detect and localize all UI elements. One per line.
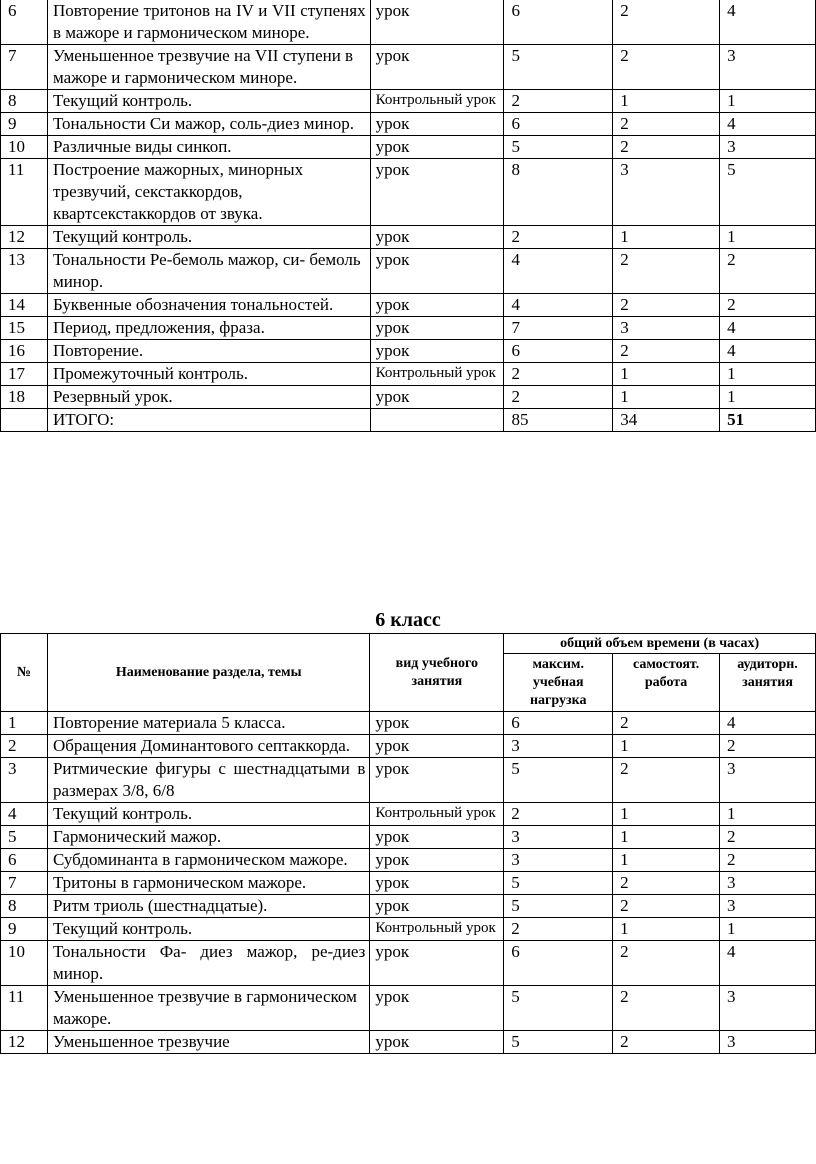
row-number: 12 bbox=[1, 226, 48, 249]
row-topic: Резервный урок. bbox=[47, 386, 370, 409]
row-classroom: 5 bbox=[720, 159, 816, 226]
row-self-study: 2 bbox=[613, 895, 720, 918]
table-row bbox=[1, 317, 816, 340]
row-number: 7 bbox=[1, 45, 48, 90]
row-number: 10 bbox=[1, 136, 48, 159]
table-row bbox=[1, 758, 816, 803]
row-classroom: 3 bbox=[720, 758, 816, 803]
row-self-study: 2 bbox=[613, 113, 720, 136]
row-classroom: 2 bbox=[720, 249, 816, 294]
table-row bbox=[1, 249, 816, 294]
row-classroom: 1 bbox=[720, 363, 816, 386]
row-topic: Тритоны в гармоническом мажоре. bbox=[47, 872, 369, 895]
row-classroom: 3 bbox=[720, 986, 816, 1031]
row-number: 4 bbox=[1, 803, 48, 826]
top-table-body bbox=[1, 0, 816, 432]
row-max-load: 8 bbox=[504, 159, 613, 226]
row-max-load: 3 bbox=[504, 735, 613, 758]
row-topic: Повторение тритонов на IV и VII ступенях в мажоре и гармоническом миноре. bbox=[47, 0, 370, 45]
row-lesson-type: урок bbox=[370, 0, 504, 45]
row-max-load: 6 bbox=[504, 712, 613, 735]
row-lesson-type: урок bbox=[370, 45, 504, 90]
row-topic: Уменьшенное трезвучие в гармоническом мажоре. bbox=[47, 986, 369, 1031]
row-max-load: 5 bbox=[504, 758, 613, 803]
table-row bbox=[1, 712, 816, 735]
row-classroom: 3 bbox=[720, 895, 816, 918]
row-number: 7 bbox=[1, 872, 48, 895]
row-classroom: 1 bbox=[720, 918, 816, 941]
row-lesson-type: урок bbox=[370, 712, 504, 735]
row-topic: Повторение. bbox=[47, 340, 370, 363]
row-lesson-type: Контрольный урок bbox=[370, 90, 504, 113]
row-classroom: 4 bbox=[720, 941, 816, 986]
row-number: 1 bbox=[1, 712, 48, 735]
row-lesson-type: Контрольный урок bbox=[370, 803, 504, 826]
row-number: 6 bbox=[1, 849, 48, 872]
total-row bbox=[1, 409, 816, 432]
table-row bbox=[1, 0, 816, 45]
row-classroom: 1 bbox=[720, 386, 816, 409]
row-topic: Промежуточный контроль. bbox=[47, 363, 370, 386]
row-self-study: 1 bbox=[613, 803, 720, 826]
row-lesson-type: урок bbox=[370, 113, 504, 136]
row-topic: Повторение материала 5 класса. bbox=[47, 712, 369, 735]
row-topic: Различные виды синкоп. bbox=[47, 136, 370, 159]
curriculum-table-grade5-continued bbox=[0, 0, 816, 432]
row-max-load: 3 bbox=[504, 826, 613, 849]
total-classroom: 51 bbox=[720, 409, 816, 432]
bottom-table-body bbox=[1, 712, 816, 1054]
row-max-load: 6 bbox=[504, 113, 613, 136]
header-time-group: общий объем времени (в часах) bbox=[504, 634, 816, 654]
row-self-study: 1 bbox=[613, 386, 720, 409]
row-max-load: 5 bbox=[504, 45, 613, 90]
table-row bbox=[1, 113, 816, 136]
table-row bbox=[1, 872, 816, 895]
row-lesson-type: Контрольный урок bbox=[370, 918, 504, 941]
row-max-load: 2 bbox=[504, 226, 613, 249]
row-classroom: 1 bbox=[720, 803, 816, 826]
row-classroom: 3 bbox=[720, 872, 816, 895]
curriculum-table-grade6 bbox=[0, 633, 816, 1054]
row-self-study: 1 bbox=[613, 90, 720, 113]
table-row bbox=[1, 159, 816, 226]
row-max-load: 7 bbox=[504, 317, 613, 340]
row-topic: Тональности Си мажор, соль-диез минор. bbox=[47, 113, 370, 136]
total-empty-cell bbox=[1, 409, 48, 432]
row-number: 11 bbox=[1, 159, 48, 226]
row-classroom: 1 bbox=[720, 90, 816, 113]
total-empty-cell bbox=[370, 409, 504, 432]
table-row bbox=[1, 90, 816, 113]
row-max-load: 5 bbox=[504, 895, 613, 918]
table-row bbox=[1, 895, 816, 918]
table-row bbox=[1, 226, 816, 249]
header-classroom: аудиторн. занятия bbox=[720, 654, 816, 712]
row-classroom: 4 bbox=[720, 340, 816, 363]
row-topic: Период, предложения, фраза. bbox=[47, 317, 370, 340]
table-row bbox=[1, 1031, 816, 1054]
table-row bbox=[1, 45, 816, 90]
row-lesson-type: урок bbox=[370, 758, 504, 803]
row-self-study: 2 bbox=[613, 872, 720, 895]
row-number: 12 bbox=[1, 1031, 48, 1054]
row-number: 5 bbox=[1, 826, 48, 849]
row-lesson-type: урок bbox=[370, 895, 504, 918]
total-self-study: 34 bbox=[613, 409, 720, 432]
header-self-study: самостоят. работа bbox=[613, 654, 720, 712]
row-topic: Субдоминанта в гармоническом мажоре. bbox=[47, 849, 369, 872]
row-self-study: 1 bbox=[613, 226, 720, 249]
row-self-study: 2 bbox=[613, 294, 720, 317]
row-topic: Уменьшенное трезвучие на VII ступени в мажоре и гармоническом миноре. bbox=[47, 45, 370, 90]
row-max-load: 2 bbox=[504, 803, 613, 826]
row-max-load: 5 bbox=[504, 872, 613, 895]
row-self-study: 2 bbox=[613, 0, 720, 45]
row-number: 11 bbox=[1, 986, 48, 1031]
row-topic: Текущий контроль. bbox=[47, 90, 370, 113]
row-topic: Тональности Ре-бемоль мажор, си- бемоль минор. bbox=[47, 249, 370, 294]
row-lesson-type: урок bbox=[370, 136, 504, 159]
row-self-study: 2 bbox=[613, 45, 720, 90]
row-self-study: 1 bbox=[613, 849, 720, 872]
row-classroom: 4 bbox=[720, 113, 816, 136]
table-row bbox=[1, 941, 816, 986]
row-lesson-type: урок bbox=[370, 849, 504, 872]
row-topic: Текущий контроль. bbox=[47, 226, 370, 249]
row-lesson-type: урок bbox=[370, 872, 504, 895]
row-number: 10 bbox=[1, 941, 48, 986]
table-row bbox=[1, 803, 816, 826]
row-self-study: 2 bbox=[613, 986, 720, 1031]
row-max-load: 2 bbox=[504, 918, 613, 941]
row-lesson-type: урок bbox=[370, 826, 504, 849]
row-classroom: 4 bbox=[720, 0, 816, 45]
row-classroom: 2 bbox=[720, 735, 816, 758]
row-max-load: 5 bbox=[504, 1031, 613, 1054]
row-lesson-type: урок bbox=[370, 986, 504, 1031]
row-lesson-type: урок bbox=[370, 317, 504, 340]
row-classroom: 3 bbox=[720, 1031, 816, 1054]
table-row bbox=[1, 986, 816, 1031]
row-topic: Буквенные обозначения тональностей. bbox=[47, 294, 370, 317]
table-row bbox=[1, 918, 816, 941]
row-max-load: 6 bbox=[504, 0, 613, 45]
row-number: 6 bbox=[1, 0, 48, 45]
row-self-study: 2 bbox=[613, 758, 720, 803]
header-number: № bbox=[1, 634, 48, 712]
row-lesson-type: урок bbox=[370, 1031, 504, 1054]
row-classroom: 4 bbox=[720, 317, 816, 340]
row-number: 18 bbox=[1, 386, 48, 409]
row-topic: Построение мажорных, минорных трезвучий, секстаккордов, квартсекстаккордов от звука. bbox=[47, 159, 370, 226]
row-self-study: 3 bbox=[613, 159, 720, 226]
row-lesson-type: урок bbox=[370, 226, 504, 249]
row-self-study: 1 bbox=[613, 363, 720, 386]
row-classroom: 4 bbox=[720, 712, 816, 735]
row-number: 2 bbox=[1, 735, 48, 758]
row-lesson-type: урок bbox=[370, 294, 504, 317]
row-self-study: 1 bbox=[613, 826, 720, 849]
header-max-load: максим. учебная нагрузка bbox=[504, 654, 613, 712]
row-number: 3 bbox=[1, 758, 48, 803]
row-lesson-type: урок bbox=[370, 941, 504, 986]
row-topic: Обращения Доминантового септаккорда. bbox=[47, 735, 369, 758]
row-self-study: 1 bbox=[613, 918, 720, 941]
row-topic: Текущий контроль. bbox=[47, 803, 369, 826]
row-lesson-type: урок bbox=[370, 735, 504, 758]
row-number: 8 bbox=[1, 90, 48, 113]
row-classroom: 3 bbox=[720, 45, 816, 90]
table-row bbox=[1, 136, 816, 159]
row-max-load: 4 bbox=[504, 294, 613, 317]
row-self-study: 2 bbox=[613, 136, 720, 159]
table-header bbox=[1, 634, 816, 712]
row-classroom: 2 bbox=[720, 849, 816, 872]
row-self-study: 2 bbox=[613, 712, 720, 735]
header-lesson-type: вид учебного занятия bbox=[370, 634, 504, 712]
table-row bbox=[1, 386, 816, 409]
row-topic: Тональности Фа- диез мажор, ре-диез минор. bbox=[47, 941, 369, 986]
row-self-study: 2 bbox=[613, 941, 720, 986]
total-max-load: 85 bbox=[504, 409, 613, 432]
row-lesson-type: урок bbox=[370, 340, 504, 363]
row-topic: Текущий контроль. bbox=[47, 918, 369, 941]
row-number: 17 bbox=[1, 363, 48, 386]
row-classroom: 2 bbox=[720, 294, 816, 317]
total-label: ИТОГО: bbox=[47, 409, 370, 432]
row-self-study: 2 bbox=[613, 340, 720, 363]
row-max-load: 2 bbox=[504, 386, 613, 409]
row-max-load: 2 bbox=[504, 90, 613, 113]
row-max-load: 5 bbox=[504, 986, 613, 1031]
row-self-study: 3 bbox=[613, 317, 720, 340]
table-row bbox=[1, 849, 816, 872]
row-number: 16 bbox=[1, 340, 48, 363]
row-max-load: 4 bbox=[504, 249, 613, 294]
row-self-study: 2 bbox=[613, 1031, 720, 1054]
table-row bbox=[1, 363, 816, 386]
row-number: 14 bbox=[1, 294, 48, 317]
row-number: 9 bbox=[1, 918, 48, 941]
table-row bbox=[1, 340, 816, 363]
row-number: 9 bbox=[1, 113, 48, 136]
row-number: 15 bbox=[1, 317, 48, 340]
row-self-study: 1 bbox=[613, 735, 720, 758]
row-max-load: 6 bbox=[504, 340, 613, 363]
row-lesson-type: Контрольный урок bbox=[370, 363, 504, 386]
row-max-load: 2 bbox=[504, 363, 613, 386]
row-lesson-type: урок bbox=[370, 159, 504, 226]
row-classroom: 2 bbox=[720, 826, 816, 849]
row-self-study: 2 bbox=[613, 249, 720, 294]
row-max-load: 3 bbox=[504, 849, 613, 872]
table-row bbox=[1, 826, 816, 849]
row-topic: Уменьшенное трезвучие bbox=[47, 1031, 369, 1054]
row-lesson-type: урок bbox=[370, 249, 504, 294]
row-max-load: 6 bbox=[504, 941, 613, 986]
row-classroom: 3 bbox=[720, 136, 816, 159]
table-row bbox=[1, 294, 816, 317]
row-number: 8 bbox=[1, 895, 48, 918]
row-max-load: 5 bbox=[504, 136, 613, 159]
row-classroom: 1 bbox=[720, 226, 816, 249]
header-topic: Наименование раздела, темы bbox=[47, 634, 369, 712]
row-topic: Гармонический мажор. bbox=[47, 826, 369, 849]
row-topic: Ритм триоль (шестнадцатые). bbox=[47, 895, 369, 918]
table-row bbox=[1, 735, 816, 758]
section-title: 6 класс bbox=[375, 609, 441, 631]
row-lesson-type: урок bbox=[370, 386, 504, 409]
row-number: 13 bbox=[1, 249, 48, 294]
row-topic: Ритмические фигуры с шестнадцатыми в размерах 3/8, 6/8 bbox=[47, 758, 369, 803]
